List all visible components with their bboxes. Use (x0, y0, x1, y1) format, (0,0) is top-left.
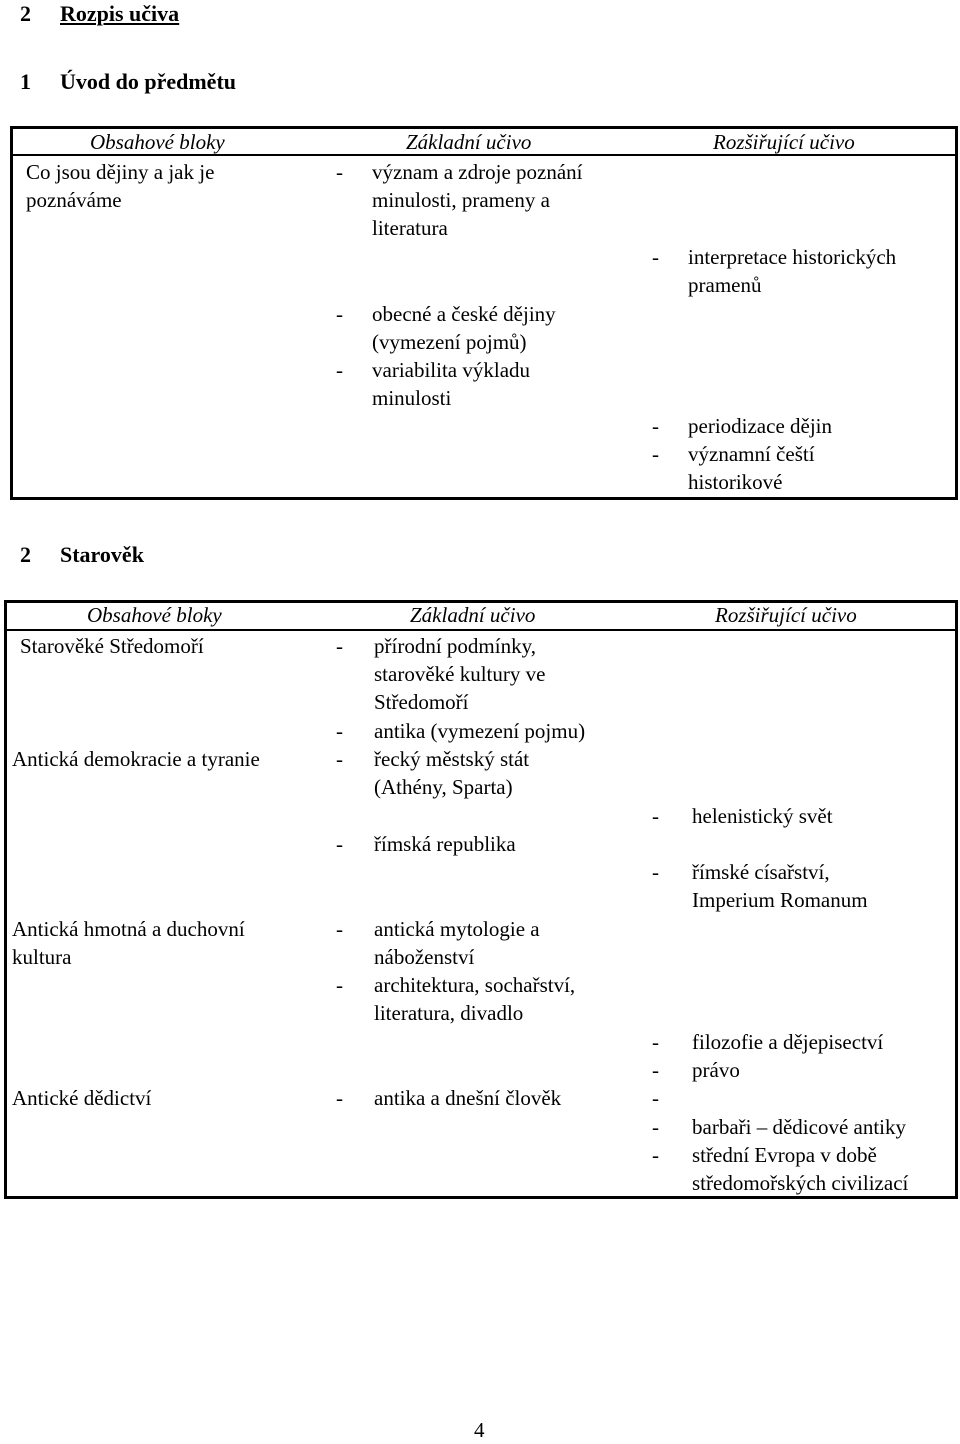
list-item-line: význam a zdroje poznání (372, 160, 583, 184)
list-dash: - (652, 860, 659, 884)
table-2-block-line: Antická hmotná a duchovní (12, 917, 245, 941)
list-dash: - (336, 302, 343, 326)
list-dash: - (652, 1086, 659, 1110)
table-1-header-col1: Obsahové bloky (90, 130, 225, 154)
table-2-header-divider (7, 629, 955, 631)
list-item-line: obecné a české dějiny (372, 302, 556, 326)
section-number: 2 (20, 1, 31, 26)
list-item-line: antika a dnešní člověk (374, 1086, 562, 1110)
list-item-line: antika (vymezení pojmu) (374, 719, 586, 743)
list-item-line: přírodní podmínky, (374, 634, 536, 658)
list-dash: - (652, 1058, 659, 1082)
table-2-header-col3: Rozšiřující učivo (715, 603, 857, 627)
list-item-line: periodizace dějin (688, 414, 833, 438)
table-2-block-line: kultura (12, 945, 72, 969)
list-dash: - (652, 1030, 659, 1054)
list-dash: - (336, 358, 343, 382)
list-item-line: architektura, sochařství, (374, 973, 576, 997)
list-item-line: střední Evropa v době (692, 1143, 877, 1167)
section-title: Rozpis učiva (60, 1, 180, 26)
section-heading (20, 0, 179, 28)
list-dash: - (336, 832, 343, 856)
table-2-block-line: Antické dědictví (12, 1086, 152, 1110)
list-item-line: (vymezení pojmů) (372, 330, 527, 354)
list-item-line: pramenů (688, 273, 762, 297)
list-item-line: významní čeští (688, 442, 815, 466)
list-item-line: starověké kultury ve (374, 662, 546, 686)
list-dash: - (652, 1143, 659, 1167)
list-dash: - (336, 160, 343, 184)
list-item-line: filozofie a dějepisectví (692, 1030, 884, 1054)
table-1-header-col3: Rozšiřující učivo (713, 130, 855, 154)
list-item-line: historikové (688, 470, 783, 494)
subsection-title: Úvod do předmětu (60, 69, 237, 94)
table-2-block-line: Antická demokracie a tyranie (12, 747, 260, 771)
table-1-block-line: Co jsou dějiny a jak je (26, 160, 215, 184)
list-item-line: interpretace historických (688, 245, 897, 269)
list-dash: - (336, 634, 343, 658)
table-2-header-col1: Obsahové bloky (87, 603, 222, 627)
table-2-block-line: Starověké Středomoří (20, 634, 204, 658)
list-item-line: Středomoří (374, 690, 469, 714)
list-dash: - (336, 973, 343, 997)
list-dash: - (652, 414, 659, 438)
list-dash: - (652, 442, 659, 466)
list-item-line: minulosti, prameny a (372, 188, 550, 212)
list-item-line: římská republika (374, 832, 516, 856)
list-item-line: literatura, divadlo (374, 1001, 524, 1025)
table-2-header-col2: Základní učivo (410, 603, 536, 627)
subsection-heading-1 (20, 68, 236, 96)
list-item-line: variabilita výkladu (372, 358, 531, 382)
subsection-number: 2 (20, 542, 31, 567)
list-dash: - (336, 1086, 343, 1110)
subsection-heading-2 (20, 541, 144, 569)
list-item-line: barbaři – dědicové antiky (692, 1115, 906, 1139)
list-item-line: minulosti (372, 386, 452, 410)
subsection-number: 1 (20, 69, 31, 94)
list-item-line: antická mytologie a (374, 917, 540, 941)
subsection-title: Starověk (60, 542, 144, 567)
table-1-block-line: poznáváme (26, 188, 122, 212)
list-item-line: právo (692, 1058, 740, 1082)
list-dash: - (652, 245, 659, 269)
list-item-line: středomořských civilizací (692, 1171, 909, 1195)
list-dash: - (336, 747, 343, 771)
table-1-header-col2: Základní učivo (406, 130, 532, 154)
list-item-line: helenistický svět (692, 804, 833, 828)
list-item-line: řecký městský stát (374, 747, 530, 771)
list-dash: - (336, 719, 343, 743)
list-dash: - (336, 917, 343, 941)
list-item-line: literatura (372, 216, 448, 240)
list-item-line: Imperium Romanum (692, 888, 868, 912)
list-item-line: římské císařství, (692, 860, 830, 884)
list-item-line: náboženství (374, 945, 475, 969)
page-number: 4 (474, 1418, 485, 1442)
list-item-line: (Athény, Sparta) (374, 775, 513, 799)
list-dash: - (652, 1115, 659, 1139)
list-dash: - (652, 804, 659, 828)
